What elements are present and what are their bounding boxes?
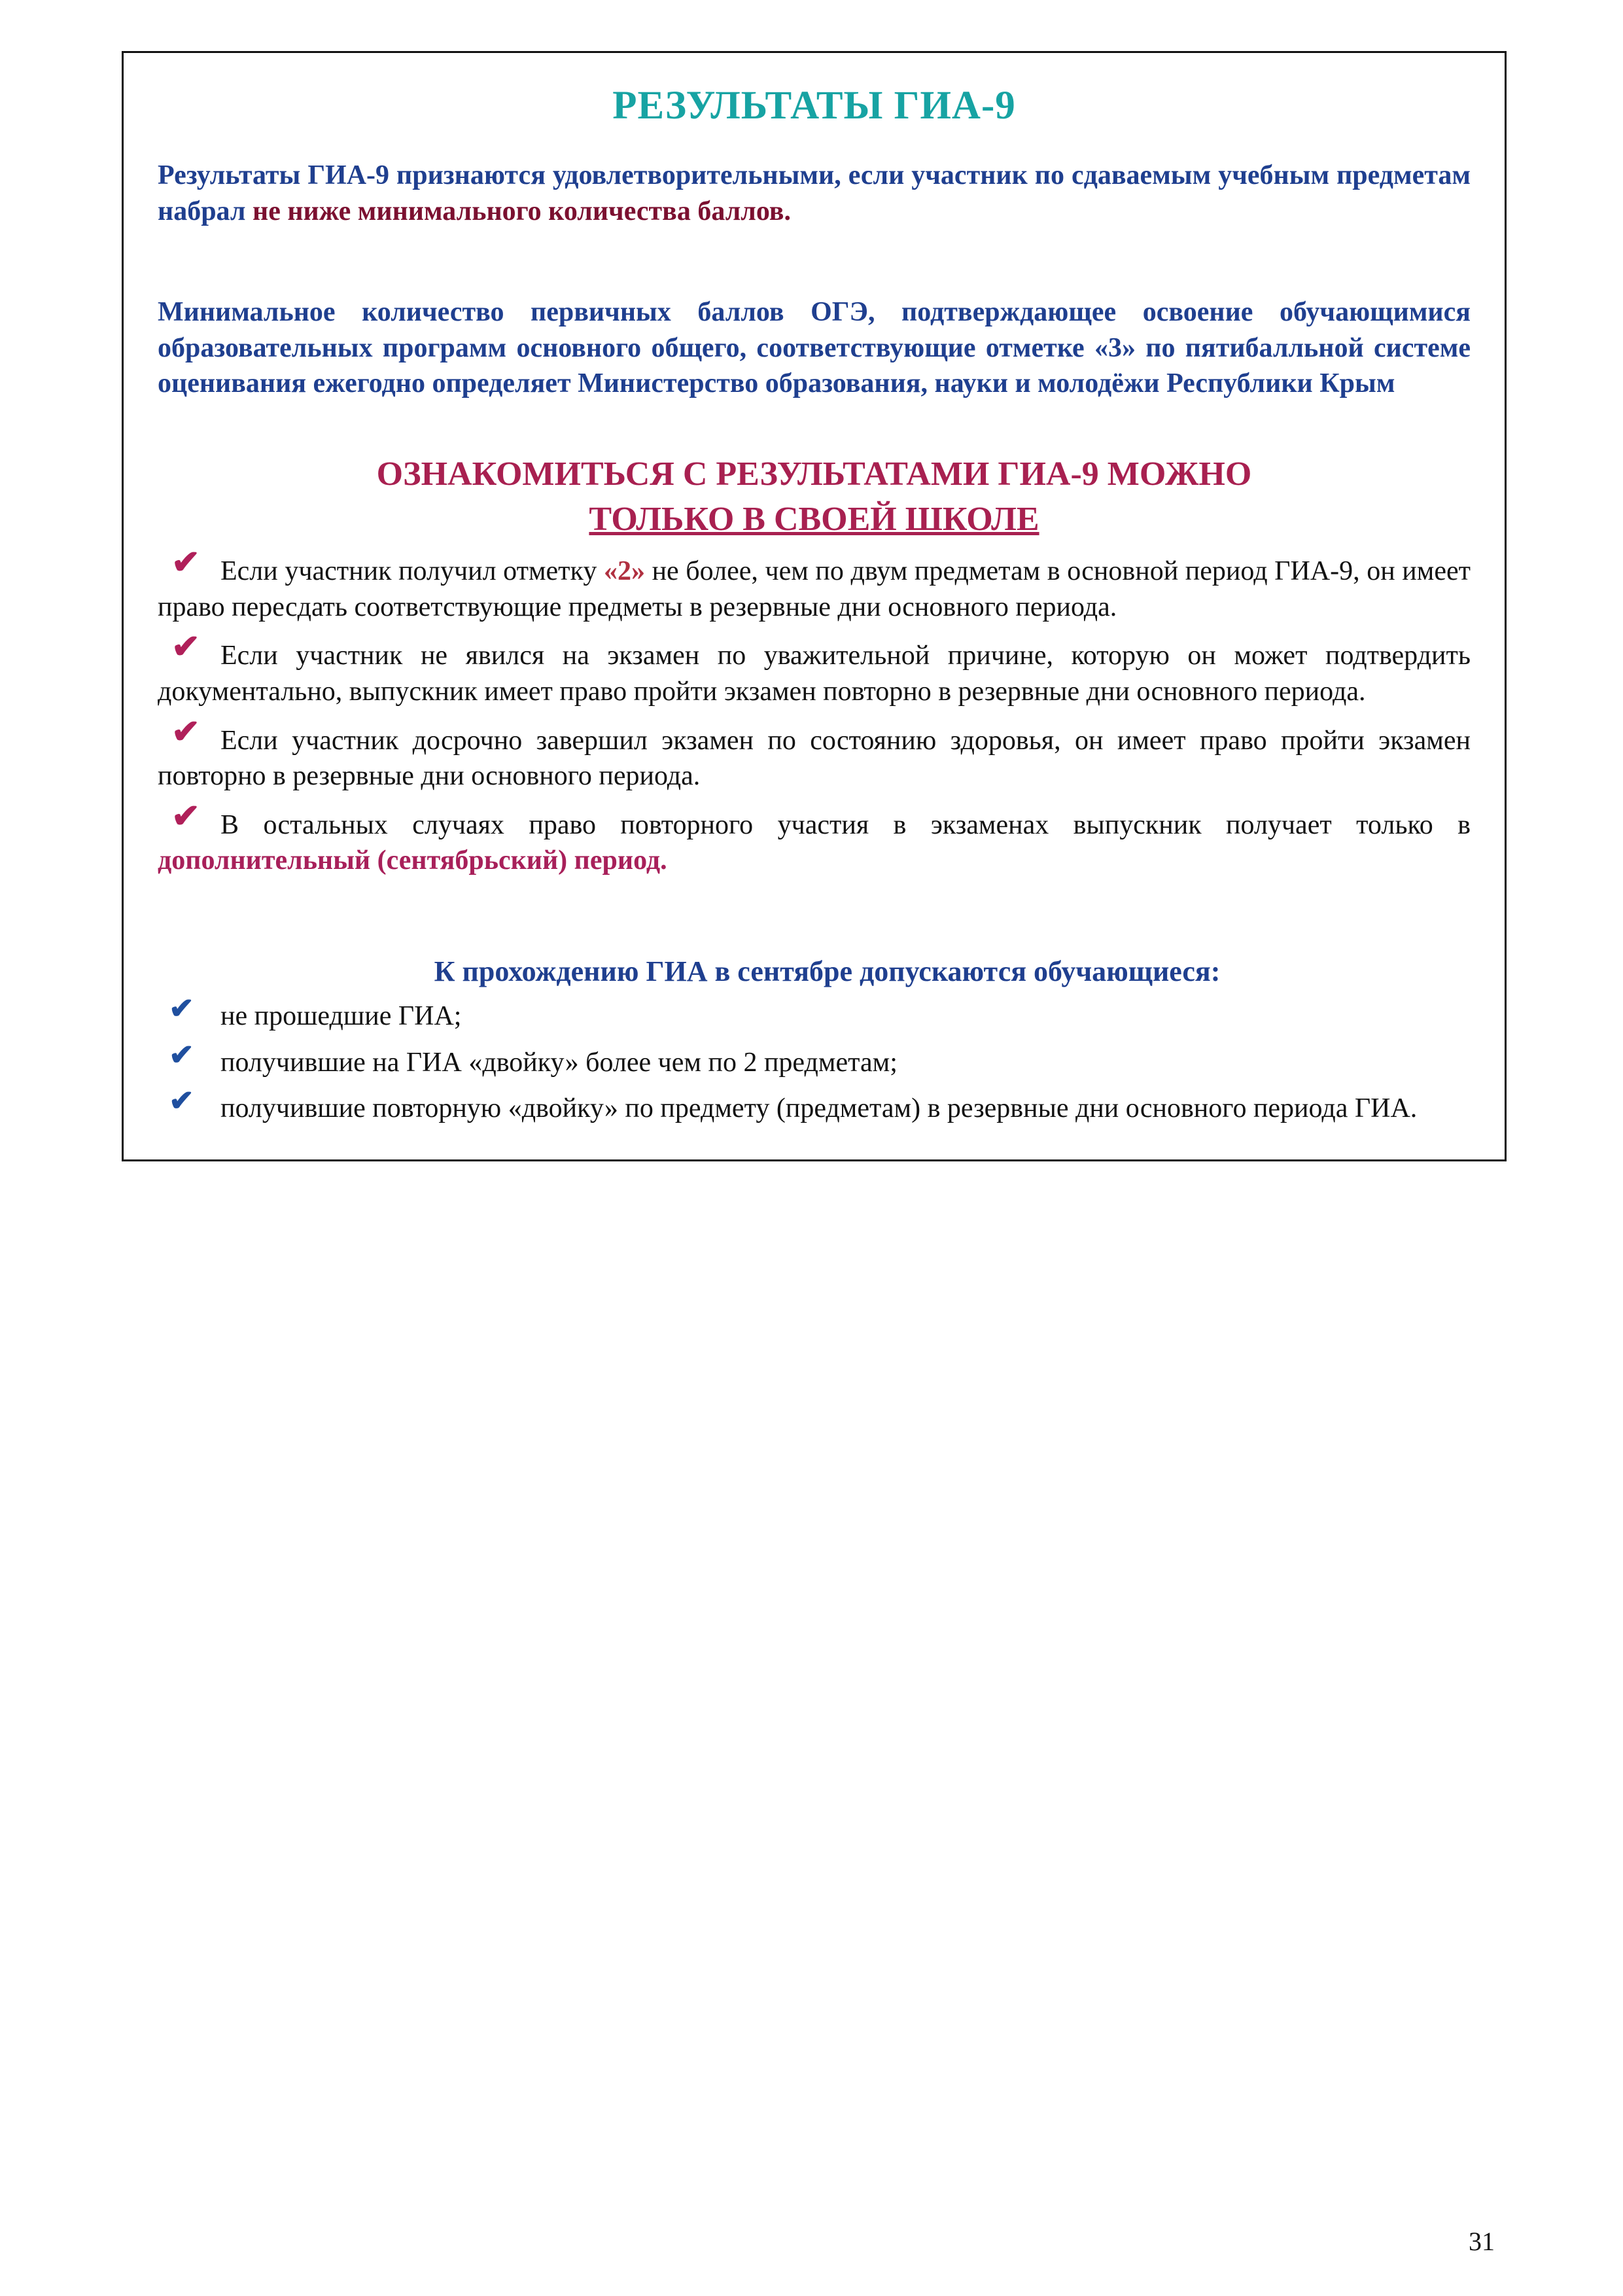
check-item xyxy=(158,713,1471,794)
check-item-text-after: не более, чем по двум предметам в основной период ГИА-9, он имеет право пересдать соответствующие предметы в резервные дни основного периода. xyxy=(158,556,1471,622)
list-item-label: не прошедшие ГИА; xyxy=(220,1001,462,1032)
list-item-label: получившие повторную «двойку» по предмету (предметам) в резервные дни основного периода ГИА. xyxy=(220,1093,1418,1124)
results-access-heading xyxy=(158,451,1471,542)
check-mark-icon: ✔ xyxy=(171,713,200,750)
minimum-score-paragraph: Минимальное количество первичных баллов ОГЭ, подтверждающее освоение обучающимися образовательных программ основного общего, соответствующие отметке «3» по пятибалльной системе оценивания ежегодно определяет Министерство образования, науки и молодёжи Республики Крым xyxy=(158,297,1471,399)
list-item xyxy=(158,993,1471,1034)
list-item-label: получившие на ГИА «двойку» более чем по 2 предметам; xyxy=(220,1047,898,1078)
intro-text-part1: Результаты ГИА-9 признаются удовлетворительными, если участник по сдаваемым учебным предметам набрал xyxy=(158,160,1471,226)
check-item-text-accent: «2» xyxy=(603,556,645,587)
check-item-text-before: Если участник досрочно завершил экзамен по состоянию здоровья, он имеет право пройти экзамен повторно в резервные дни основного периода. xyxy=(158,725,1471,792)
list-item xyxy=(158,1038,1471,1081)
check-mark-icon: ✔ xyxy=(169,1038,194,1071)
list-item xyxy=(158,1085,1471,1127)
check-mark-icon: ✔ xyxy=(169,993,194,1025)
page-number: 31 xyxy=(1469,2227,1495,2256)
intro-paragraph xyxy=(158,158,1471,229)
check-item-text-before: Если участник получил отметку xyxy=(220,556,604,587)
check-item xyxy=(158,544,1471,625)
page-title: РЕЗУЛЬТАТЫ ГИА-9 xyxy=(612,84,1016,128)
results-access-heading-line2: ТОЛЬКО В СВОЕЙ ШКОЛЕ xyxy=(589,501,1039,539)
bordered-content-box xyxy=(122,51,1507,1161)
intro-text-accent: не ниже минимального количества баллов. xyxy=(253,196,791,226)
check-item xyxy=(158,628,1471,709)
results-access-heading-line1: ОЗНАКОМИТЬСЯ С РЕЗУЛЬТАТАМИ ГИА-9 МОЖНО xyxy=(376,455,1252,493)
september-section-heading: К прохождению ГИА в сентябре допускаются обучающиеся: xyxy=(434,955,1221,988)
check-item-text-before: В остальных случаях право повторного участия в экзаменах выпускник получает только в xyxy=(220,809,1471,840)
check-mark-icon: ✔ xyxy=(169,1085,194,1118)
check-mark-icon: ✔ xyxy=(171,797,200,834)
check-mark-icon: ✔ xyxy=(171,544,200,581)
check-item-text-accent: дополнительный (сентябрьский) период. xyxy=(158,845,667,876)
check-item xyxy=(158,797,1471,879)
check-mark-icon: ✔ xyxy=(171,628,200,665)
check-item-text-before: Если участник не явился на экзамен по уважительной причине, которую он может подтвердить документально, выпускник имеет право пройти экзамен повторно в резервные дни основного периода. xyxy=(158,641,1471,707)
